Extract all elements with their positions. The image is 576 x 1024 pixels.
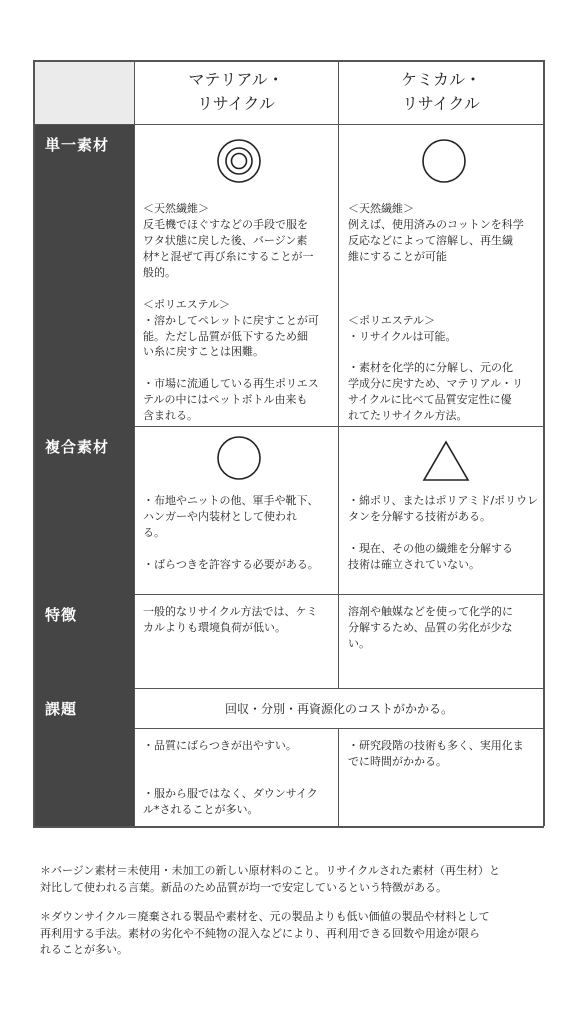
table-border	[543, 60, 545, 826]
triangle-icon	[420, 438, 472, 484]
issue-shared-text: 回収・分別・再資源化のコストがかかる。	[224, 701, 453, 716]
table-border	[134, 426, 544, 427]
single-material-recycle-text: ＜天然繊維＞ 反毛機でほぐすなどの手段で服を ワタ状態に戻した後、バージン素 材*と混ぜて再び糸にすることが一 般的。 ＜ポリエステル＞ ・溶かしてペレットに戻すことが可 能。ただし品質が低下するため細 い糸に戻すことは困難。 ・市場に流通している再生ポリエス テルの中にはペットボトル由来も 含まれる。	[143, 202, 319, 423]
feature-chemical-recycle-text: 溶剤や触媒などを使って化学的に 分解するため、品質の劣化が少な い。	[348, 605, 513, 650]
header-corner	[33, 60, 134, 124]
row-label-single-material: 単一素材	[33, 124, 134, 426]
table-border	[33, 60, 544, 62]
table-border	[134, 60, 135, 826]
table-border	[33, 826, 544, 828]
double-circle-icon	[214, 136, 264, 186]
feature-material-recycle-text: 一般的なリサイクル方法では、ケミ カルよりも環境負荷が低い。	[143, 605, 318, 634]
footnote-virgin-material: ＊バージン素材＝未使用・未加工の新しい原材料のこと。リサイクルされた素材（再生材）と 対比して使われる言葉。新品のため品質が均一で安定しているという特徴がある。	[40, 864, 500, 894]
row-label-composite-material: 複合素材	[33, 426, 134, 594]
table-border	[338, 60, 339, 688]
column-header-chemical-recycle: ケミカル・ リサイクル	[400, 70, 481, 113]
table-border	[134, 594, 544, 595]
row-label-features: 特徴	[33, 594, 134, 688]
composite-chemical-recycle-text: ・綿ポリ、またはポリアミド/ポリウレ タンを分解する技術がある。 ・現在、その他の繊維を分解する 技術は確立されていない。	[348, 494, 539, 571]
table-border	[33, 124, 544, 125]
footnote-downcycle: ＊ダウンサイクル＝廃棄される製品や素材を、元の製品よりも低い価値の製品や材料として 再利用する手法。素材の劣化や不純物の混入などにより、再利用できる回数や用途が限ら れることが多い。	[40, 910, 490, 956]
row-label-issues: 課題	[33, 688, 134, 826]
table-border	[338, 728, 339, 826]
table-border	[134, 688, 544, 689]
circle-icon	[215, 434, 263, 482]
issue-material-recycle-text: ・品質にばらつきが出やすい。 ・服から服ではなく、ダウンサイク ル*されることが多い。	[143, 739, 318, 816]
table-border	[134, 728, 544, 729]
single-chemical-recycle-text: ＜天然繊維＞ 例えば、使用済みのコットンを科学 反応などによって溶解し、再生繊 維にすることが可能 ＜ポリエステル＞ ・リサイクルは可能。 ・素材を化学的に分解し、元の化 学成分に戻すため、マテリアル・リ サイクルに比べて品質安定性に優 れてたリサイクル方法。	[348, 202, 524, 423]
column-header-material-recycle: マテリアル・ リサイクル	[188, 70, 284, 113]
circle-icon	[420, 137, 468, 185]
table-border	[33, 60, 35, 826]
issue-chemical-recycle-text: ・研究段階の技術も多く、実用化ま でに時間がかかる。	[348, 739, 524, 768]
composite-material-recycle-text: ・布地やニットの他、軍手や靴下、 ハンガーや内装材として使われ る。 ・ばらつきを許容する必要がある。	[143, 494, 319, 571]
